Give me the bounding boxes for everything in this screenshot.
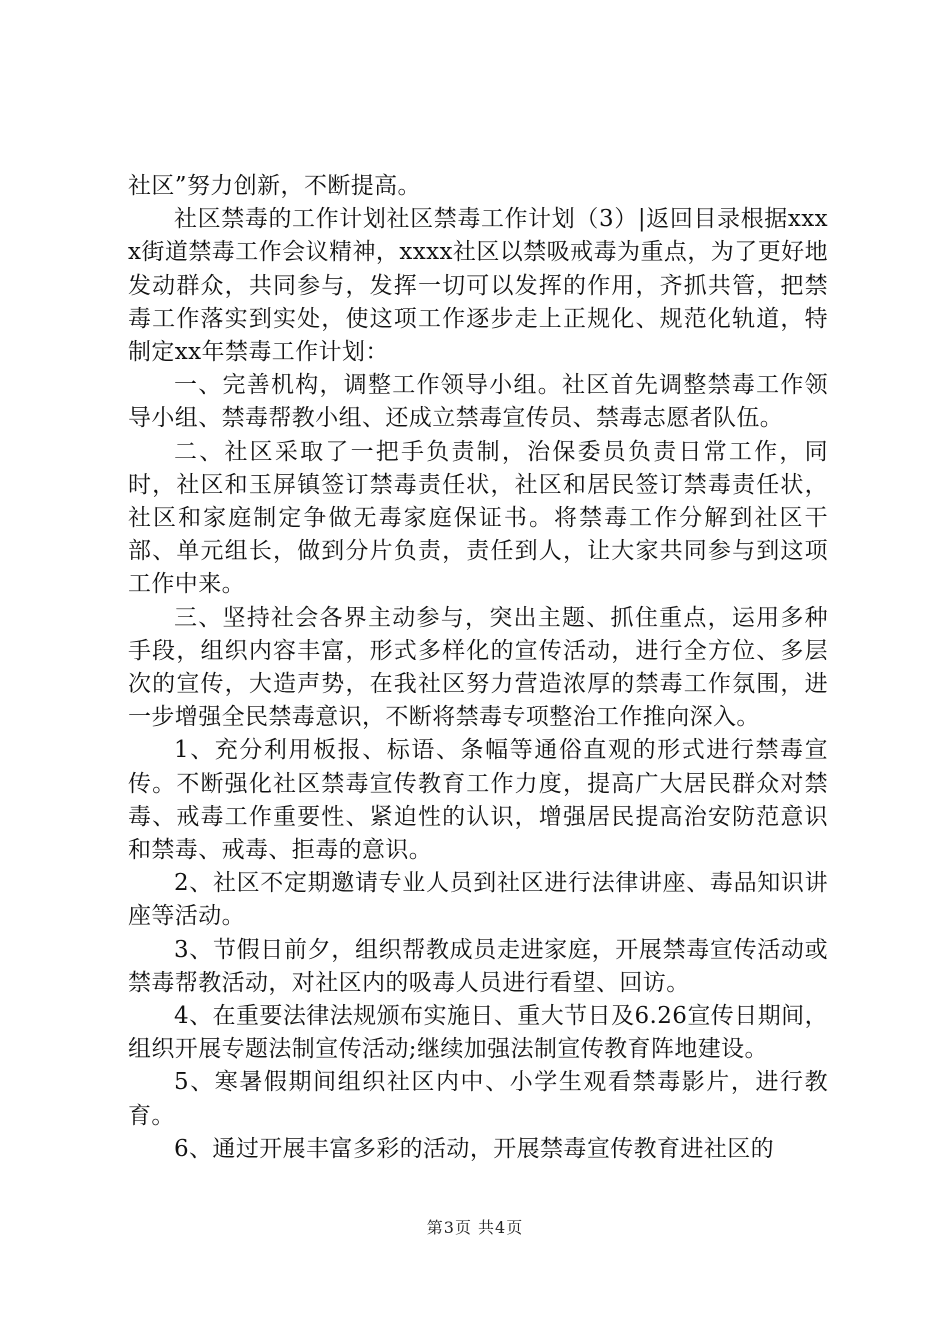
paragraph-item-1: 1、充分利用板报、标语、条幅等通俗直观的形式进行禁毒宣传。不断强化社区禁毒宣传教育工作力度，提高广大居民群众对禁毒、戒毒工作重要性、紧迫性的认识，增强居民提高治安防范意识和禁毒、戒毒、拒毒的意识。 — [128, 737, 828, 864]
paragraph-item-2: 2、社区不定期邀请专业人员到社区进行法律讲座、毒品知识讲座等活动。 — [128, 870, 828, 930]
paragraph-section-1: 一、完善机构，调整工作领导小组。社区首先调整禁毒工作领导小组、禁毒帮教小组、还成立禁毒宣传员、禁毒志愿者队伍。 — [128, 372, 828, 432]
paragraph-section-3: 三、坚持社会各界主动参与，突出主题、抓住重点，运用多种手段，组织内容丰富，形式多样化的宣传活动，进行全方位、多层次的宣传，大造声势，在我社区努力营造浓厚的禁毒工作氛围，进一步增强全民禁毒意识，不断将禁毒专项整治工作推向深入。 — [128, 604, 828, 731]
paragraph-intro: 社区禁毒的工作计划社区禁毒工作计划（3）|返回目录根据xxxx街道禁毒工作会议精神，xxxx社区以禁吸戒毒为重点，为了更好地发动群众，共同参与，发挥一切可以发挥的作用，齐抓共管，把禁毒工作落实到实处，使这项工作逐步走上正规化、规范化轨道，特制定xx年禁毒工作计划： — [128, 206, 828, 366]
paragraph-item-4: 4、在重要法律法规颁布实施日、重大节日及6.26宣传日期间，组织开展专题法制宣传活动;继续加强法制宣传教育阵地建设。 — [128, 1003, 828, 1063]
page-number-footer: 第3页 共4页 — [426, 1218, 524, 1237]
paragraph-item-6: 6、通过开展丰富多彩的活动，开展禁毒宣传教育进社区的 — [174, 1135, 775, 1162]
paragraph-item-5: 5、寒暑假期间组织社区内中、小学生观看禁毒影片，进行教育。 — [128, 1069, 828, 1129]
paragraph-continuation: 社区”努力创新，不断提高。 — [128, 173, 421, 199]
paragraph-section-2: 二、社区采取了一把手负责制，治保委员负责日常工作，同时，社区和玉屏镇签订禁毒责任状，社区和居民签订禁毒责任状，社区和家庭制定争做无毒家庭保证书。将禁毒工作分解到社区干部、单元组长，做到分片负责，责任到人，让大家共同参与到这项工作中来。 — [128, 438, 828, 598]
document-body — [128, 170, 828, 1166]
paragraph-item-3: 3、节假日前夕，组织帮教成员走进家庭，开展禁毒宣传活动或禁毒帮教活动，对社区内的吸毒人员进行看望、回访。 — [128, 936, 828, 996]
